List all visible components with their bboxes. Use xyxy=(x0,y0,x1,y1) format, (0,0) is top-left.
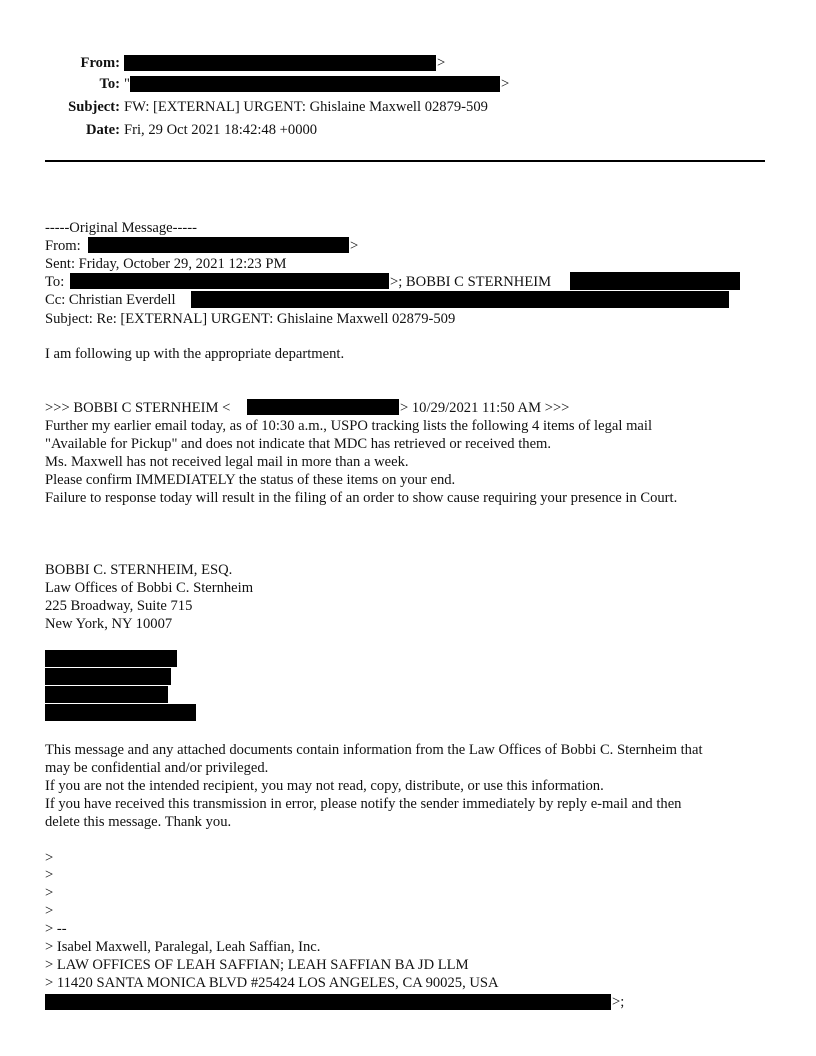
trailer-line: > xyxy=(45,903,54,919)
to-prefix: " xyxy=(124,76,130,92)
original-message-marker: -----Original Message----- xyxy=(45,220,197,236)
reply-text: I am following up with the appropriate department. xyxy=(45,346,345,362)
trailer-line: > LAW OFFICES OF LEAH SAFFIAN; LEAH SAFFIAN BA JD LLM xyxy=(45,957,469,973)
signature-address-line2: New York, NY 10007 xyxy=(45,616,173,632)
trailer-line: > xyxy=(45,885,54,901)
subject-value: FW: [EXTERNAL] URGENT: Ghislaine Maxwell 02879-509 xyxy=(124,99,488,115)
quoted-body-line: Please confirm IMMEDIATELY the status of these items on your end. xyxy=(45,472,456,488)
redaction-block xyxy=(45,704,196,721)
quoted-body-line: Further my earlier email today, as of 10:30 a.m., USPO tracking lists the following 4 items of legal mail xyxy=(45,418,653,434)
redaction-block xyxy=(45,668,171,685)
redaction-block xyxy=(124,55,436,71)
quoted-body-line: Ms. Maxwell has not received legal mail in more than a week. xyxy=(45,454,409,470)
redaction-block xyxy=(247,399,399,415)
header-divider xyxy=(45,160,765,162)
quoted-body-line: "Available for Pickup" and does not indicate that MDC has retrieved or received them. xyxy=(45,436,552,452)
disclaimer-line: delete this message. Thank you. xyxy=(45,814,232,830)
date-label: Date: xyxy=(85,122,120,138)
redaction-block xyxy=(45,686,168,703)
redaction-block xyxy=(570,272,740,290)
from-suffix: > xyxy=(437,55,446,71)
trailer-line: > xyxy=(45,850,54,866)
trailer-line: > xyxy=(45,867,54,883)
signature-address-line1: 225 Broadway, Suite 715 xyxy=(45,598,193,614)
disclaimer-line: If you are not the intended recipient, you may not read, copy, distribute, or use this information. xyxy=(45,778,604,794)
from-label: From: xyxy=(80,55,120,71)
quoted-body-line: Failure to response today will result in the filing of an order to show cause requiring your presence in Court. xyxy=(45,490,678,506)
date-value: Fri, 29 Oct 2021 18:42:48 +0000 xyxy=(124,122,318,138)
trailer-line: > Isabel Maxwell, Paralegal, Leah Saffian, Inc. xyxy=(45,939,321,955)
original-to-middle: >; BOBBI C STERNHEIM xyxy=(390,274,552,290)
original-cc-prefix: Cc: Christian Everdell xyxy=(45,292,176,308)
signature-firm: Law Offices of Bobbi C. Sternheim xyxy=(45,580,254,596)
original-subject: Subject: Re: [EXTERNAL] URGENT: Ghislaine Maxwell 02879-509 xyxy=(45,311,456,327)
original-from-prefix: From: xyxy=(45,238,81,254)
redaction-block xyxy=(45,650,177,667)
redaction-block xyxy=(130,76,500,92)
original-to-prefix: To: xyxy=(45,274,65,290)
quoted-header-suffix: > 10/29/2021 11:50 AM >>> xyxy=(400,400,570,416)
original-sent: Sent: Friday, October 29, 2021 12:23 PM xyxy=(45,256,287,272)
redaction-block xyxy=(70,273,389,289)
subject-label: Subject: xyxy=(68,99,120,115)
to-label: To: xyxy=(99,76,120,92)
trailer-line: > -- xyxy=(45,921,67,937)
trailer-line: > 11420 SANTA MONICA BLVD #25424 LOS ANGELES, CA 90025, USA xyxy=(45,975,499,991)
disclaimer-line: This message and any attached documents contain information from the Law Offices of Bobbi C. Sternheim that xyxy=(45,742,703,758)
original-from-suffix: > xyxy=(350,238,359,254)
to-suffix: > xyxy=(501,76,510,92)
redaction-block xyxy=(88,237,349,253)
redaction-block xyxy=(45,994,611,1010)
redaction-block xyxy=(191,291,729,308)
quoted-header-prefix: >>> BOBBI C STERNHEIM < xyxy=(45,400,231,416)
disclaimer-line: If you have received this transmission in error, please notify the sender immediately by reply e-mail and then xyxy=(45,796,682,812)
signature-name: BOBBI C. STERNHEIM, ESQ. xyxy=(45,562,233,578)
disclaimer-line: may be confidential and/or privileged. xyxy=(45,760,269,776)
last-line-suffix: >; xyxy=(612,994,625,1010)
